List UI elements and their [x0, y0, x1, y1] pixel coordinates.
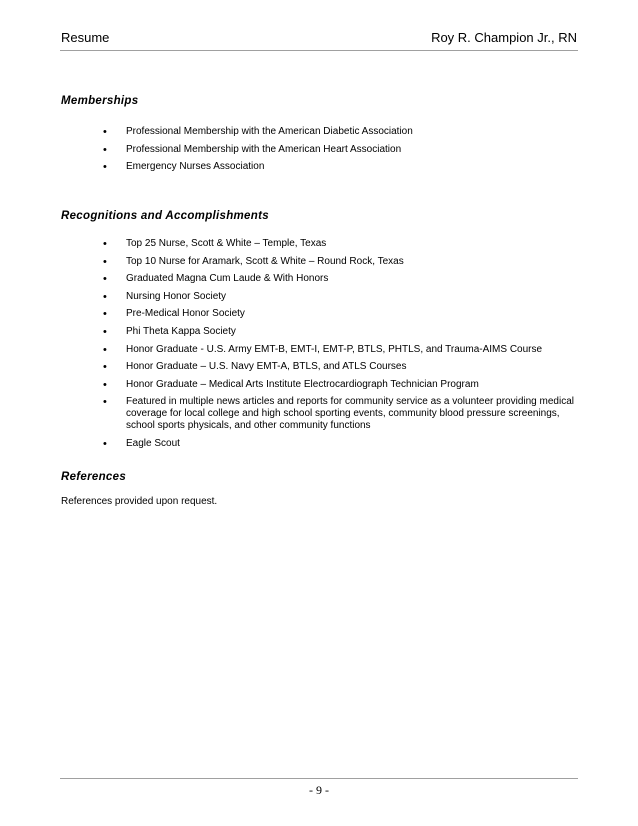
memberships-heading: Memberships	[61, 95, 139, 107]
bullet-icon: •	[103, 325, 107, 338]
page-footer	[60, 778, 578, 798]
header-document-type: Resume	[61, 30, 110, 45]
bullet-icon: •	[103, 343, 107, 356]
bullet-icon: •	[103, 126, 107, 138]
recognitions-list	[0, 238, 638, 456]
bullet-icon: •	[103, 273, 107, 286]
list-item: • Top 25 Nurse, Scott & White – Temple, Texas	[103, 238, 327, 250]
list-item: • Professional Membership with the American Heart Association	[103, 143, 402, 156]
list-item: • Phi Theta Kappa Society	[103, 325, 236, 338]
bullet-icon: •	[103, 238, 107, 250]
bullet-icon: •	[103, 437, 107, 450]
list-item: • Nursing Honor Society	[103, 290, 227, 303]
list-item: • Pre-Medical Honor Society	[103, 308, 245, 321]
page-header	[60, 30, 578, 51]
references-text: References provided upon request.	[61, 496, 218, 507]
bullet-icon: •	[103, 361, 107, 374]
list-item: • Eagle Scout	[103, 437, 180, 450]
list-item: • Professional Membership with the American Diabetic Association	[103, 126, 413, 138]
bullet-icon: •	[103, 143, 107, 156]
list-item: • Featured in multiple news articles and reports for community service as a volunteer providing medical coverage for local college and high school sporting events, community blood pressure screenings, school sports physicals, and other community functions	[103, 396, 574, 432]
list-item: • Top 10 Nurse for Aramark, Scott & White – Round Rock, Texas	[103, 255, 404, 268]
list-item: • Honor Graduate – Medical Arts Institute Electrocardiograph Technician Program	[103, 378, 479, 391]
memberships-list	[0, 126, 638, 179]
list-item: • Honor Graduate – U.S. Navy EMT-A, BTLS, and ATLS Courses	[103, 361, 407, 374]
list-item: • Honor Graduate - U.S. Army EMT-B, EMT-I, EMT-P, BTLS, PHTLS, and Trauma-AIMS Course	[103, 343, 543, 356]
list-item: • Emergency Nurses Association	[103, 161, 265, 174]
bullet-icon: •	[103, 255, 107, 268]
recognitions-heading: Recognitions and Accomplishments	[61, 210, 269, 222]
bullet-icon: •	[103, 396, 107, 409]
header-author-name: Roy R. Champion Jr., RN	[431, 30, 577, 45]
page-number: - 9 -	[309, 783, 329, 797]
bullet-icon: •	[103, 290, 107, 303]
bullet-icon: •	[103, 161, 107, 174]
list-item: • Graduated Magna Cum Laude & With Honors	[103, 273, 329, 286]
bullet-icon: •	[103, 308, 107, 321]
references-heading: References	[61, 471, 127, 483]
bullet-icon: •	[103, 378, 107, 391]
